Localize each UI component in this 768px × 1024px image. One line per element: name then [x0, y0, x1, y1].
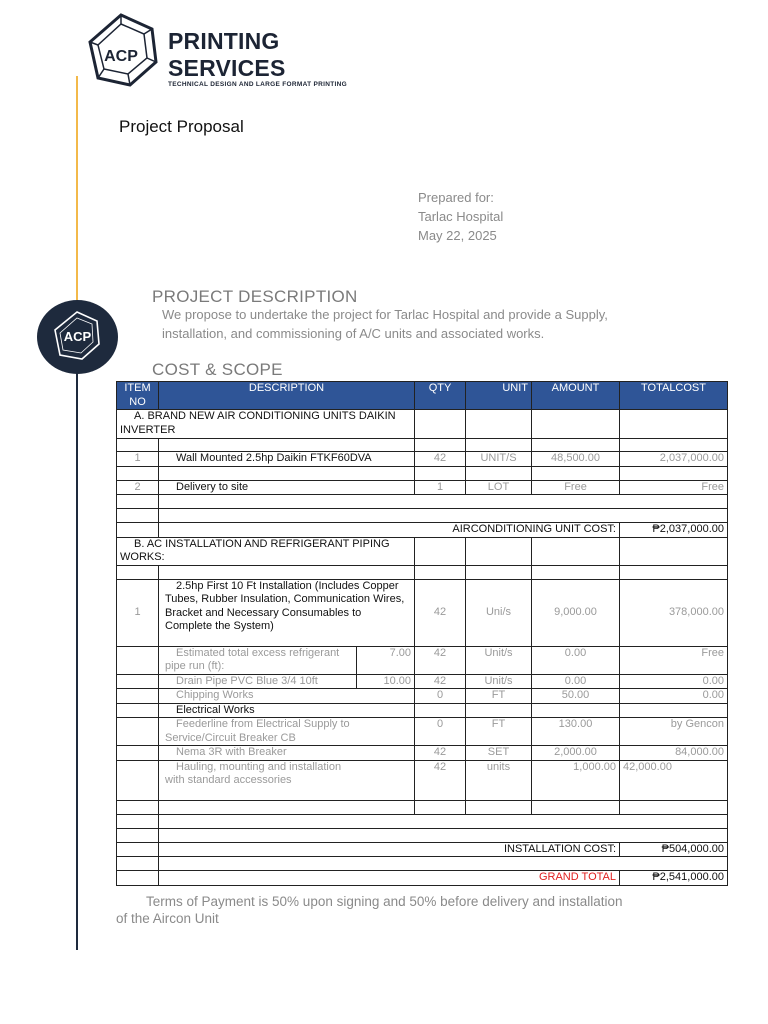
client-name: Tarlac Hospital — [418, 209, 504, 224]
table-row — [117, 509, 728, 523]
table-row: 1 Wall Mounted 2.5hp Daikin FTKF60DVA 42 UNIT/S 48,500.00 2,037,000.00 — [117, 452, 728, 467]
table-row — [117, 800, 728, 814]
grand-total-value: ₱2,541,000.00 — [620, 871, 728, 886]
grand-total-label: GRAND TOTAL — [159, 871, 620, 886]
section-a-title-row — [117, 410, 728, 439]
table-row: 2 Delivery to site 1 LOT Free Free — [117, 480, 728, 495]
table-row: Hauling, mounting and installation with standard accessories 42 units 1,000.00 42,000.00 — [117, 760, 728, 800]
payment-terms: Terms of Payment is 50% upon signing and 50% before delivery and installation of the Aircon Unit — [116, 894, 623, 926]
section-a-title: A. BRAND NEW AIR CONDITIONING UNITS DAIKIN INVERTER — [117, 410, 415, 439]
document-title: Project Proposal — [119, 117, 244, 136]
subtotal-row — [117, 842, 728, 857]
header-unit: UNIT — [466, 382, 532, 410]
section-b-title: B. AC INSTALLATION AND REFRIGERANT PIPING WORKS: — [117, 537, 415, 565]
header-item-no: ITEM NO — [117, 382, 159, 410]
logo-subtitle: TECHNICAL DESIGN AND LARGE FORMAT PRINTING — [168, 81, 347, 88]
table-row — [117, 857, 728, 871]
table-header-row — [117, 382, 728, 410]
table-row — [117, 495, 728, 509]
table-row: Drain Pipe PVC Blue 3/4 10ft 10.00 42 Unit/s 0.00 0.00 — [117, 674, 728, 689]
prepared-for-block — [418, 188, 503, 245]
table-row — [117, 565, 728, 579]
table-row — [117, 439, 728, 452]
table-row: 1 2.5hp First 10 Ft Installation (Includes Copper Tubes, Rubber Insulation, Communication Wires, Bracket and Necessary Consumables to Complete the System) 42 Uni/s 9,000.00 378,000.00 — [117, 579, 728, 646]
installation-subtotal-value: ₱504,000.00 — [620, 842, 728, 857]
aircon-subtotal-label: AIRCONDITIONING UNIT COST: — [159, 523, 620, 538]
table-row — [117, 466, 728, 480]
cost-scope-heading: COST & SCOPE — [152, 360, 283, 379]
aircon-subtotal-value: ₱2,037,000.00 — [620, 523, 728, 538]
table-row — [117, 828, 728, 842]
header-total: TOTALCOST — [620, 382, 728, 410]
table-row: Nema 3R with Breaker 42 SET 2,000.00 84,000.00 — [117, 746, 728, 761]
company-logo — [86, 12, 347, 92]
table-row — [117, 814, 728, 828]
navy-rail-line — [76, 372, 78, 950]
table-row: Chipping Works 0 FT 50.00 0.00 — [117, 689, 728, 704]
subtotal-row — [117, 523, 728, 538]
table-row: Estimated total excess refrigerant pipe run (ft): 7.00 42 Unit/s 0.00 Free — [117, 646, 728, 674]
electrical-works-label: Electrical Works — [159, 703, 415, 718]
project-description-text: We propose to undertake the project for Tarlac Hospital and provide a Supply, installation, and commissioning of A/C units and associated works. — [162, 307, 608, 341]
project-description-heading: PROJECT DESCRIPTION — [152, 287, 358, 306]
section-b-title-row — [117, 537, 728, 565]
header-amount: AMOUNT — [532, 382, 620, 410]
grand-total-row — [117, 871, 728, 886]
header-description: DESCRIPTION — [159, 382, 415, 410]
acp-badge — [37, 300, 118, 374]
installation-subtotal-label: INSTALLATION COST: — [159, 842, 620, 857]
cost-table — [116, 381, 728, 886]
table-row: Feederline from Electrical Supply to Service/Circuit Breaker CB 0 FT 130.00 by Gencon — [117, 718, 728, 746]
logo-acp-text: ACP — [104, 48, 138, 65]
prepared-for-label: Prepared for: — [418, 190, 494, 205]
badge-acp-text: ACP — [63, 329, 92, 344]
logo-title: PRINTING SERVICES — [168, 28, 286, 81]
table-row — [117, 703, 728, 718]
proposal-date: May 22, 2025 — [418, 228, 497, 243]
header-qty: QTY — [415, 382, 466, 410]
orange-rail-line — [76, 76, 78, 301]
